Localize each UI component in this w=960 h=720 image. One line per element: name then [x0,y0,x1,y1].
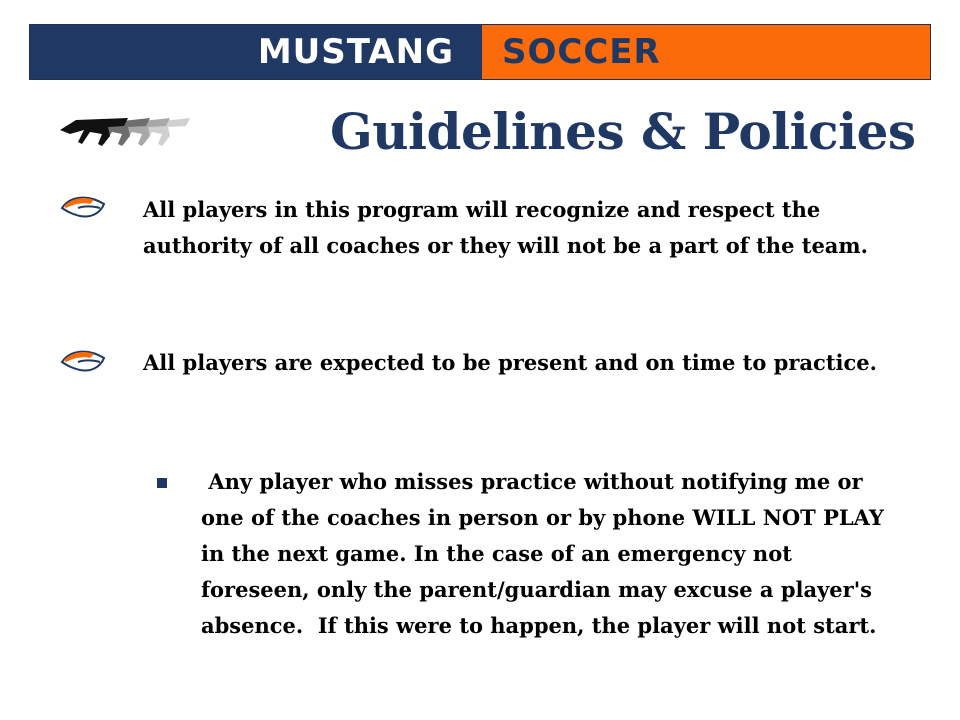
bullet-text-coaches: All players in this program will recognize and respect the authority of all coaches or they will not be a part of the team. [143,197,868,258]
running-horses-graphic [58,112,198,152]
banner-soccer-text: SOCCER [502,32,661,72]
broncos-horse-head-icon [60,348,106,376]
broncos-horse-head-icon [60,194,106,222]
banner-right-panel [482,25,930,79]
sub-bullet-text-missed-practice: Any player who misses practice without notifying me or one of the coaches in person or by phone WILL NOT PLAY in the next game. In the case of an emergency not foreseen, only the parent/guardian may excuse a player's absence. If this were to happen, the player will not start. [201,469,892,638]
banner-left-panel [30,25,482,79]
banner-mustang-text: MUSTANG [257,32,454,72]
bullet-text-attendance: All players are expected to be present and on time to practice. [143,350,877,375]
page-title: Guidelines & Policies [330,102,916,161]
square-bullet-icon [157,478,167,488]
header-banner [29,24,931,80]
